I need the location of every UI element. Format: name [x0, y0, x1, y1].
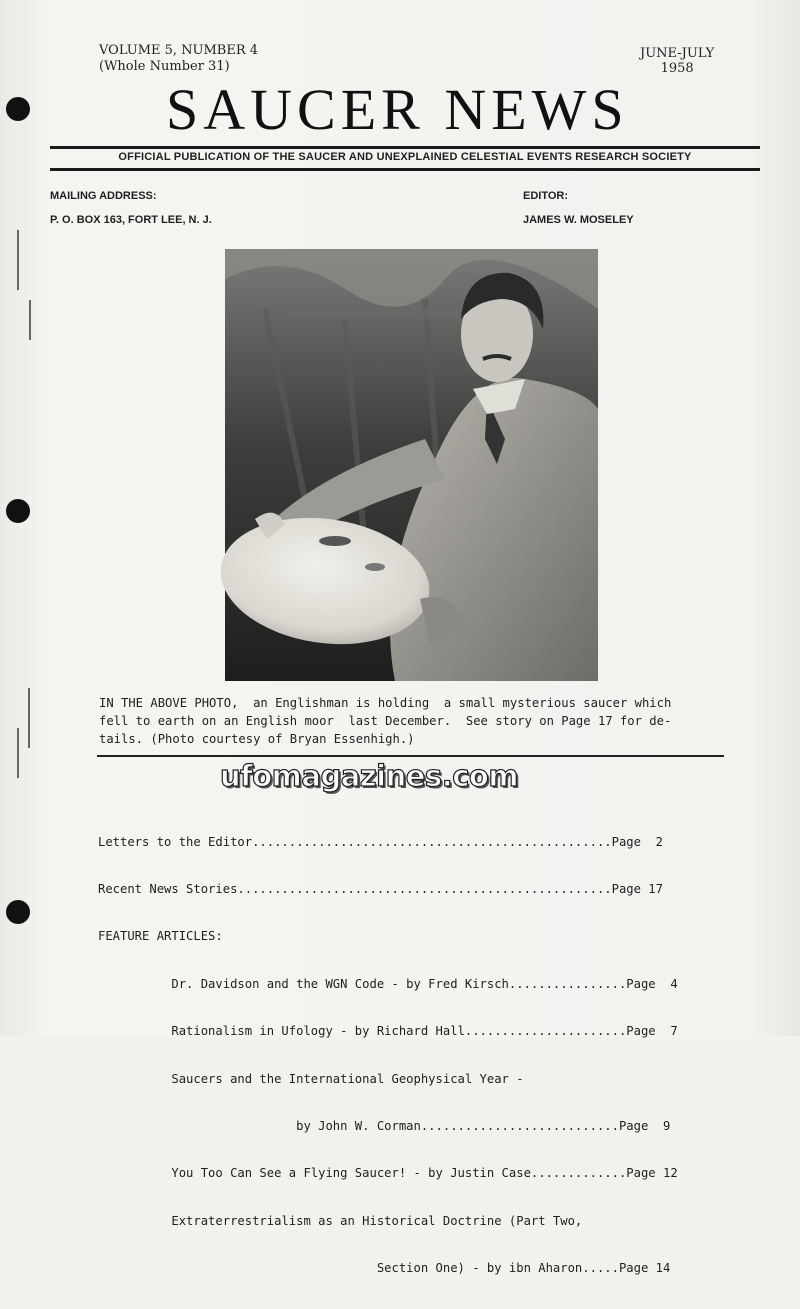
binder-hole: [6, 900, 30, 924]
issue-months: JUNE-JULY: [640, 46, 715, 61]
whole-number: (Whole Number 31): [99, 59, 230, 74]
editor-label: EDITOR:: [523, 190, 569, 202]
toc-line: Recent News Stories...................................................Page 17: [98, 881, 663, 896]
watermark-logo: ufomagazines.com: [220, 759, 519, 793]
editor-value: JAMES W. MOSELEY: [523, 214, 634, 226]
binder-hole: [6, 97, 30, 121]
mailing-address-value: P. O. BOX 163, FORT LEE, N. J.: [50, 214, 212, 226]
toc-line: by John W. Corman...........................Page 9: [98, 1118, 671, 1133]
mailing-address-block: [50, 184, 212, 232]
caption-line: IN THE ABOVE PHOTO, an Englishman is holding a small mysterious saucer which: [99, 696, 672, 710]
toc-line: Letters to the Editor.................................................Page 2: [98, 834, 663, 849]
editor-block: [523, 184, 634, 232]
toc-line: Section One) - by ibn Aharon.....Page 14: [98, 1261, 671, 1276]
toc-line: Saucers and the International Geophysical Year -: [98, 1071, 524, 1086]
toc-line: You Too Can See a Flying Saucer! - by Justin Case.............Page 12: [98, 1166, 678, 1181]
photo-caption: [99, 694, 729, 748]
divider: [50, 146, 760, 149]
toc-line: Rationalism in Ufology - by Richard Hall......................Page 7: [98, 1024, 678, 1039]
issue-year: 1958: [660, 61, 694, 76]
staple-mark: [17, 230, 19, 290]
toc-line: Extraterrestrialism as an Historical Doctrine (Part Two,: [98, 1213, 583, 1228]
divider: [97, 755, 724, 757]
caption-line: fell to earth on an English moor last December. See story on Page 17 for de-: [99, 714, 672, 728]
staple-mark: [28, 688, 30, 748]
toc-line: Dr. Davidson and the WGN Code - by Fred Kirsch................Page 4: [98, 976, 678, 991]
staple-mark: [29, 300, 31, 340]
staple-mark: [17, 728, 19, 778]
table-of-contents: [98, 803, 728, 1309]
publication-subtitle: OFFICIAL PUBLICATION OF THE SAUCER AND UNEXPLAINED CELESTIAL EVENTS RESEARCH SOCIETY: [118, 151, 692, 163]
magazine-title: SAUCER NEWS: [166, 77, 629, 142]
toc-line: FEATURE ARTICLES:: [98, 929, 223, 944]
issue-info: [99, 43, 258, 75]
caption-line: tails. (Photo courtesy of Bryan Essenhigh.): [99, 732, 415, 746]
mailing-address-label: MAILING ADDRESS:: [50, 190, 157, 202]
volume-number: VOLUME 5, NUMBER 4: [99, 43, 259, 58]
divider: [50, 168, 760, 171]
binder-hole: [6, 499, 30, 523]
issue-date: [640, 46, 714, 76]
cover-photo: [225, 249, 598, 681]
